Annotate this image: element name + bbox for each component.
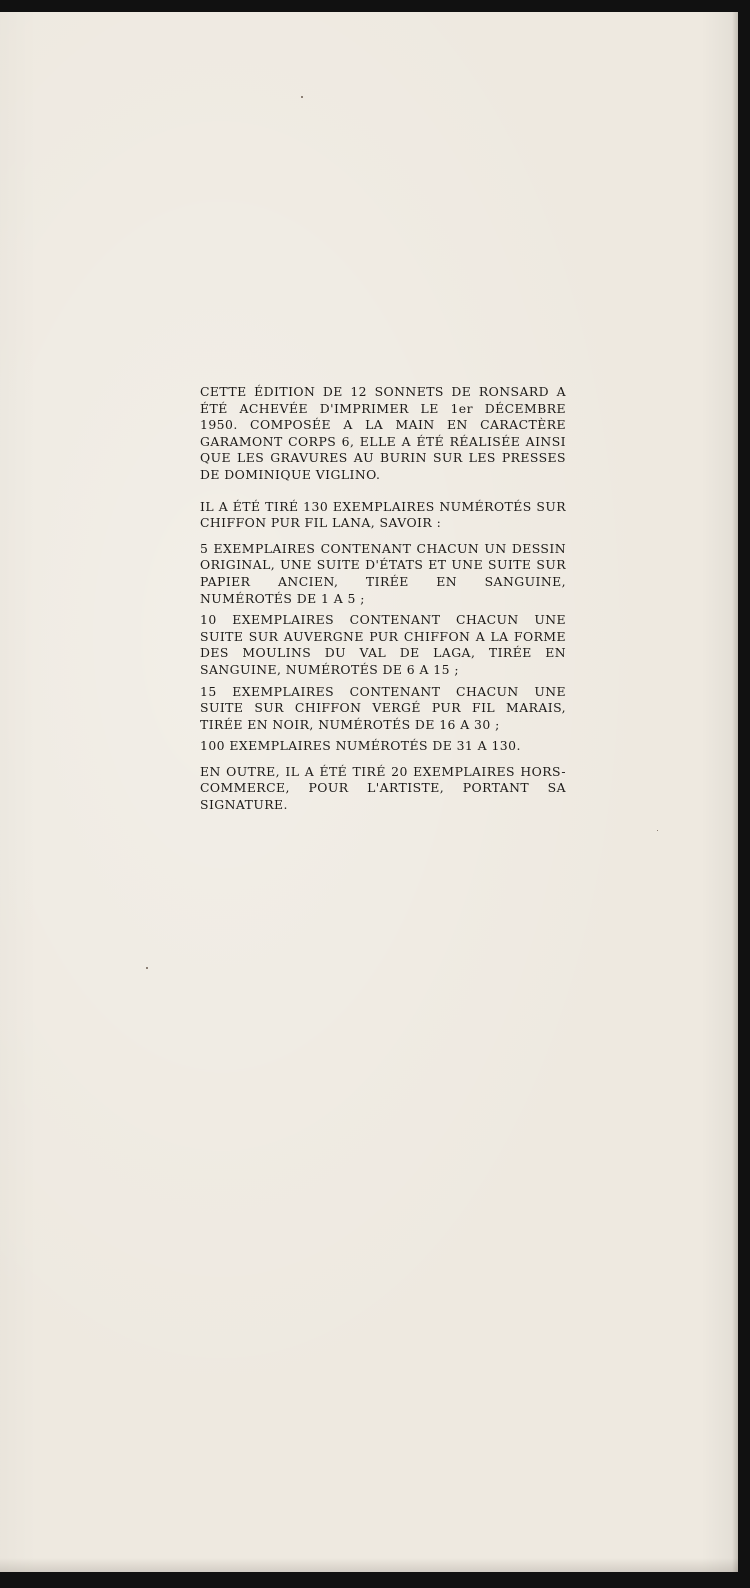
colophon-paragraph: CETTE ÉDITION DE 12 SONNETS DE RONSARD A ÉTÉ ACHEVÉE D'IMPRIMER LE 1er DÉCEMBRE 1950. COMPOSÉE A LA MAIN EN CARACTÈRE GARAMONT CORPS 6, ELLE A ÉTÉ RÉALISÉE AINSI QUE LES GRAVURES AU BURIN SUR LES PRESSES DE DOMINIQUE VIGLINO. (200, 384, 566, 482)
colophon-paragraph: 5 EXEMPLAIRES CONTENANT CHACUN UN DESSIN ORIGINAL, UNE SUITE D'ÉTATS ET UNE SUITE SUR PAPIER ANCIEN, TIRÉE EN SANGUINE, NUMÉROTÉS DE 1 A 5 ; (200, 540, 566, 606)
colophon-paragraph: EN OUTRE, IL A ÉTÉ TIRÉ 20 EXEMPLAIRES HORS-COMMERCE, POUR L'ARTISTE, PORTANT SA SIGNATURE. (200, 763, 566, 813)
paper-right-edge (732, 12, 738, 1572)
colophon-text-block (200, 384, 566, 814)
paper-speck (301, 96, 303, 98)
colophon-paragraph: 100 EXEMPLAIRES NUMÉROTÉS DE 31 A 130. (200, 738, 521, 754)
paper-speck (146, 967, 148, 969)
colophon-paragraph: IL A ÉTÉ TIRÉ 130 EXEMPLAIRES NUMÉROTÉS SUR CHIFFON PUR FIL LANA, SAVOIR : (200, 498, 566, 531)
colophon-paragraph: 15 EXEMPLAIRES CONTENANT CHACUN UNE SUITE SUR CHIFFON VERGÉ PUR FIL MARAIS, TIRÉE EN NOIR, NUMÉROTÉS DE 16 A 30 ; (200, 683, 566, 732)
paper-speck (657, 830, 658, 831)
paper-sheet (0, 12, 738, 1572)
paper-bottom-edge (0, 1558, 738, 1572)
colophon-paragraph: 10 EXEMPLAIRES CONTENANT CHACUN UNE SUITE SUR AUVERGNE PUR CHIFFON A LA FORME DES MOULINS DU VAL DE LAGA, TIRÉE EN SANGUINE, NUMÉROTÉS DE 6 A 15 ; (200, 612, 566, 677)
